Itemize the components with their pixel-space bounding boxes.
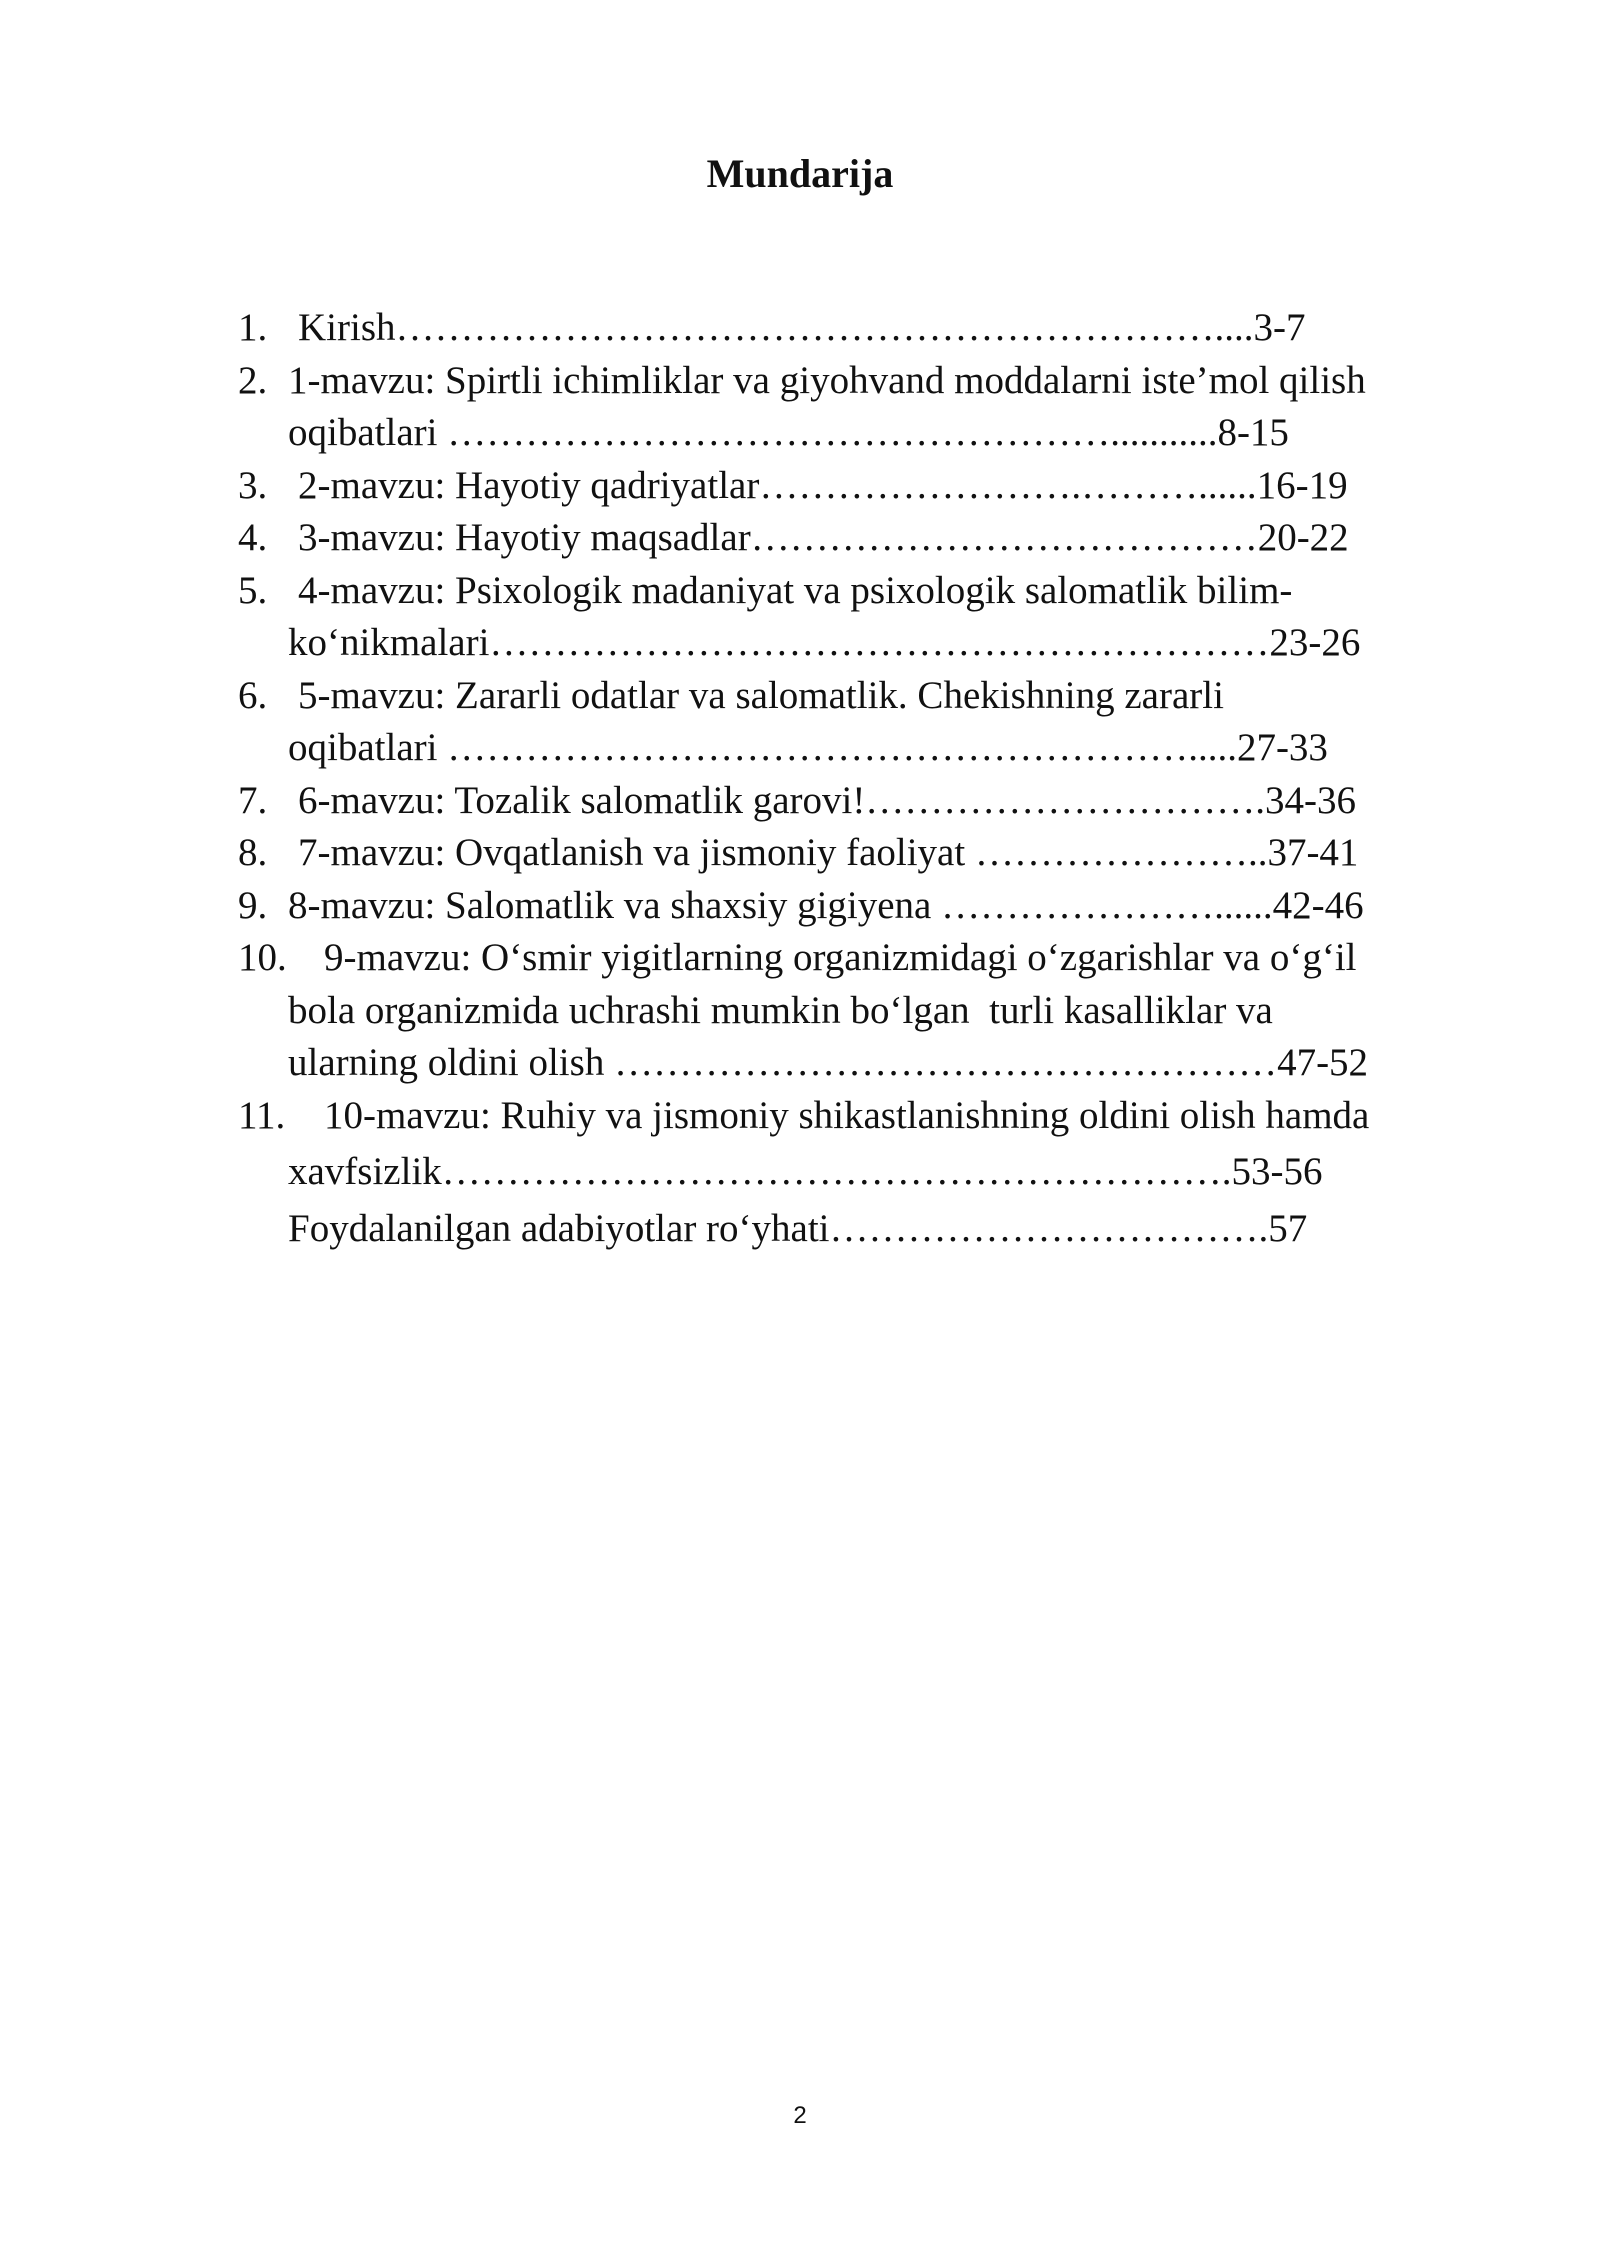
toc-entry-number: 1. (238, 306, 268, 349)
toc-entry-text: 5-mavzu: Zararli odatlar va salomatlik. Chekishning zararli (298, 673, 1224, 717)
toc-entry-text: oqibatlari ………………………………………………….....27-33 (288, 726, 1328, 769)
toc-entry-text: 2-mavzu: Hayotiy qadriyatlar…………………….………......16-19 (298, 463, 1348, 507)
toc-entry-11-continued (238, 1146, 1498, 1199)
toc-entry-text: 10-mavzu: Ruhiy va jismoniy shikastlanishning oldini olish hamda (324, 1093, 1370, 1137)
toc-entry-5 (238, 565, 1498, 618)
toc-entry-text: Kirish………………………………………………………....3-7 (298, 306, 1306, 349)
toc-entry-6 (238, 670, 1498, 723)
page-title: Mundarija (706, 151, 894, 196)
toc-entry-text: Foydalanilgan adabiyotlar ro‘yhati…………………………….57 (288, 1206, 1308, 1250)
toc-entry-text: xavfsizlik…………………………………………………….53-56 (288, 1150, 1323, 1193)
toc-entry-4 (238, 512, 1498, 565)
toc-entry-number: 6. (238, 673, 268, 717)
toc-entry-number: 7. (238, 778, 268, 822)
toc-entry-6-continued (238, 722, 1498, 775)
toc-entry-text: 4-mavzu: Psixologik madaniyat va psixologik salomatlik bilim- (298, 568, 1293, 612)
toc-entry-number: 3. (238, 463, 268, 507)
toc-entry-9 (238, 880, 1498, 933)
toc-entry-text: 9-mavzu: O‘smir yigitlarning organizmidagi o‘zgarishlar va o‘g‘il (324, 936, 1357, 979)
toc-entry-text: 8-mavzu: Salomatlik va shaxsiy gigiyena …………………......42-46 (288, 883, 1364, 927)
toc-entry-number: 5. (238, 568, 268, 612)
toc-entry-10 (238, 932, 1498, 985)
toc-entry-2 (238, 355, 1498, 408)
toc-entry-number: 9. (238, 883, 268, 927)
toc-entry-number: 8. (238, 831, 268, 874)
toc-entry-1 (238, 302, 1498, 355)
toc-entry-references (238, 1203, 1498, 1256)
toc-entry-text: 7-mavzu: Ovqatlanish va jismoniy faoliyat …………………..37-41 (298, 831, 1359, 874)
toc-entry-number: 10. (238, 936, 287, 979)
toc-entry-number: 11. (238, 1093, 286, 1137)
toc-entry-3 (238, 460, 1498, 513)
toc-entry-10-continued (238, 985, 1498, 1038)
toc-entry-number: 2. (238, 358, 268, 402)
toc-entry-10-continued (238, 1037, 1498, 1090)
toc-entry-11 (238, 1090, 1498, 1143)
toc-entry-text: ko‘nikmalari……………………………………………………23-26 (288, 621, 1361, 664)
toc-entry-2-continued (238, 407, 1498, 460)
toc-entry-8 (238, 827, 1498, 880)
toc-entry-text: oqibatlari ……………………………………………...........8-15 (288, 411, 1289, 454)
toc-entry-7 (238, 775, 1498, 828)
toc-entry-text: ularning oldini olish ……………………………………………47-52 (288, 1041, 1369, 1084)
toc-entry-text: 1-mavzu: Spirtli ichimliklar va giyohvand moddalarni iste’mol qilish (288, 358, 1366, 402)
toc-entry-number: 4. (238, 516, 268, 559)
page-number: 2 (793, 2102, 807, 2129)
table-of-contents (238, 302, 1498, 1255)
toc-entry-5-continued (238, 617, 1498, 670)
toc-entry-text: bola organizmida uchrashi mumkin bo‘lgan turli kasalliklar va (288, 988, 1273, 1032)
toc-entry-text: 3-mavzu: Hayotiy maqsadlar…………………………………20-22 (298, 516, 1349, 559)
toc-entry-text: 6-mavzu: Tozalik salomatlik garovi!………………………….34-36 (298, 778, 1357, 822)
